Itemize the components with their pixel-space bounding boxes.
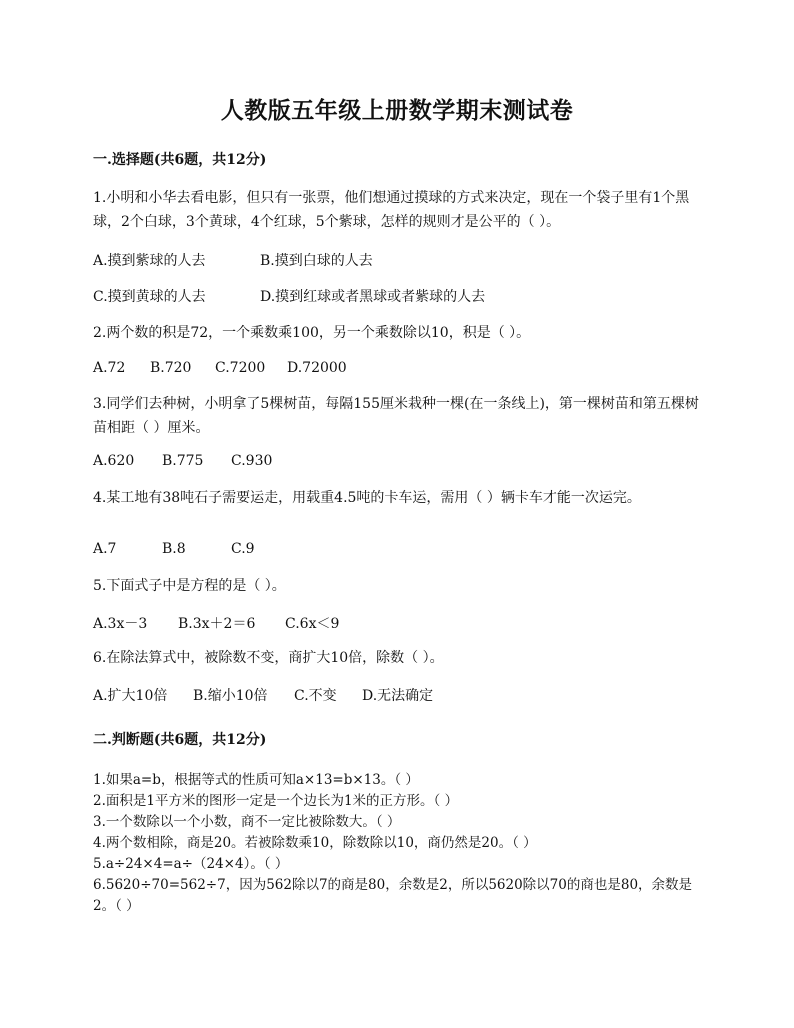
question-2-option-c: C.7200 bbox=[215, 360, 266, 376]
judgement-item-4: 4.两个数相除，商是20。若被除数乘10，除数除以10，商仍然是20。（ ） bbox=[93, 835, 537, 851]
judgement-item-6: 6.5620÷70=562÷7，因为562除以7的商是80，余数是2，所以5620除以70的商也是80，余数是2。（ ） bbox=[93, 877, 693, 914]
question-4-option-c: C.9 bbox=[231, 541, 255, 557]
question-1-option-c: C.摸到黄球的人去 bbox=[93, 289, 206, 305]
question-5-option-a: A.3x－3 bbox=[93, 616, 148, 632]
question-5: 5.下面式子中是方程的是（ ）。 bbox=[93, 578, 286, 594]
question-2-option-a: A.72 bbox=[93, 360, 126, 376]
question-5-option-b: B.3x＋2＝6 bbox=[178, 616, 256, 632]
question-2: 2.两个数的积是72，一个乘数乘100，另一个乘数除以10，积是（ ）。 bbox=[93, 325, 531, 341]
question-2-options bbox=[93, 360, 347, 376]
judgement-item-1: 1.如果a=b，根据等式的性质可知a×13=b×13。（ ） bbox=[93, 772, 419, 788]
question-3-option-a: A.620 bbox=[93, 453, 135, 469]
question-4: 4.某工地有38吨石子需要运走，用载重4.5吨的卡车运，需用（ ）辆卡车才能一次运完。 bbox=[93, 490, 641, 506]
judgement-item-2: 2.面积是1平方米的图形一定是一个边长为1米的正方形。（ ） bbox=[93, 793, 459, 809]
section-heading-judgement: 二.判断题(共6题，共12分) bbox=[93, 732, 267, 748]
question-1-options-row-1 bbox=[93, 250, 373, 270]
question-6: 6.在除法算式中，被除数不变，商扩大10倍，除数（ ）。 bbox=[93, 650, 444, 666]
question-6-option-b: B.缩小10倍 bbox=[193, 688, 268, 704]
question-6-option-a: A.扩大10倍 bbox=[93, 688, 168, 704]
question-6-option-d: D.无法确定 bbox=[362, 688, 434, 704]
question-4-options bbox=[93, 541, 255, 557]
judgement-item-5: 5.a÷24×4=a÷（24×4）。（ ） bbox=[93, 856, 289, 872]
question-1-option-a: A.摸到紫球的人去 bbox=[93, 253, 206, 269]
question-4-option-a: A.7 bbox=[93, 541, 117, 557]
question-6-options bbox=[93, 685, 433, 705]
question-3-option-b: B.775 bbox=[162, 453, 204, 469]
question-5-options bbox=[93, 613, 339, 633]
question-6-option-c: C.不变 bbox=[294, 688, 337, 704]
section-heading-choice: 一.选择题(共6题，共12分) bbox=[93, 152, 267, 168]
question-3-option-c: C.930 bbox=[231, 453, 273, 469]
question-3: 3.同学们去种树，小明拿了5棵树苗，每隔155厘米栽种一棵(在一条线上)，第一棵树苗和第五棵树苗相距（ ）厘米。 bbox=[93, 396, 699, 436]
question-1-option-d: D.摸到红球或者黑球或者紫球的人去 bbox=[260, 289, 486, 305]
judgement-list bbox=[93, 770, 708, 917]
question-2-option-d: D.72000 bbox=[287, 360, 347, 376]
question-3-options bbox=[93, 453, 272, 469]
question-4-option-b: B.8 bbox=[162, 541, 186, 557]
question-1-options-row-2 bbox=[93, 286, 485, 306]
judgement-item-3: 3.一个数除以一个小数，商不一定比被除数大。（ ） bbox=[93, 814, 401, 830]
question-5-option-c: C.6x＜9 bbox=[285, 616, 340, 632]
question-1-option-b: B.摸到白球的人去 bbox=[260, 253, 373, 269]
page-title: 人教版五年级上册数学期末测试卷 bbox=[220, 97, 574, 124]
question-1: 1.小明和小华去看电影，但只有一张票，他们想通过摸球的方式来决定，现在一个袋子里有1个黑球，2个白球，3个黄球，4个红球，5个紫球，怎样的规则才是公平的（ ）。 bbox=[93, 190, 690, 230]
question-2-option-b: B.720 bbox=[150, 360, 192, 376]
